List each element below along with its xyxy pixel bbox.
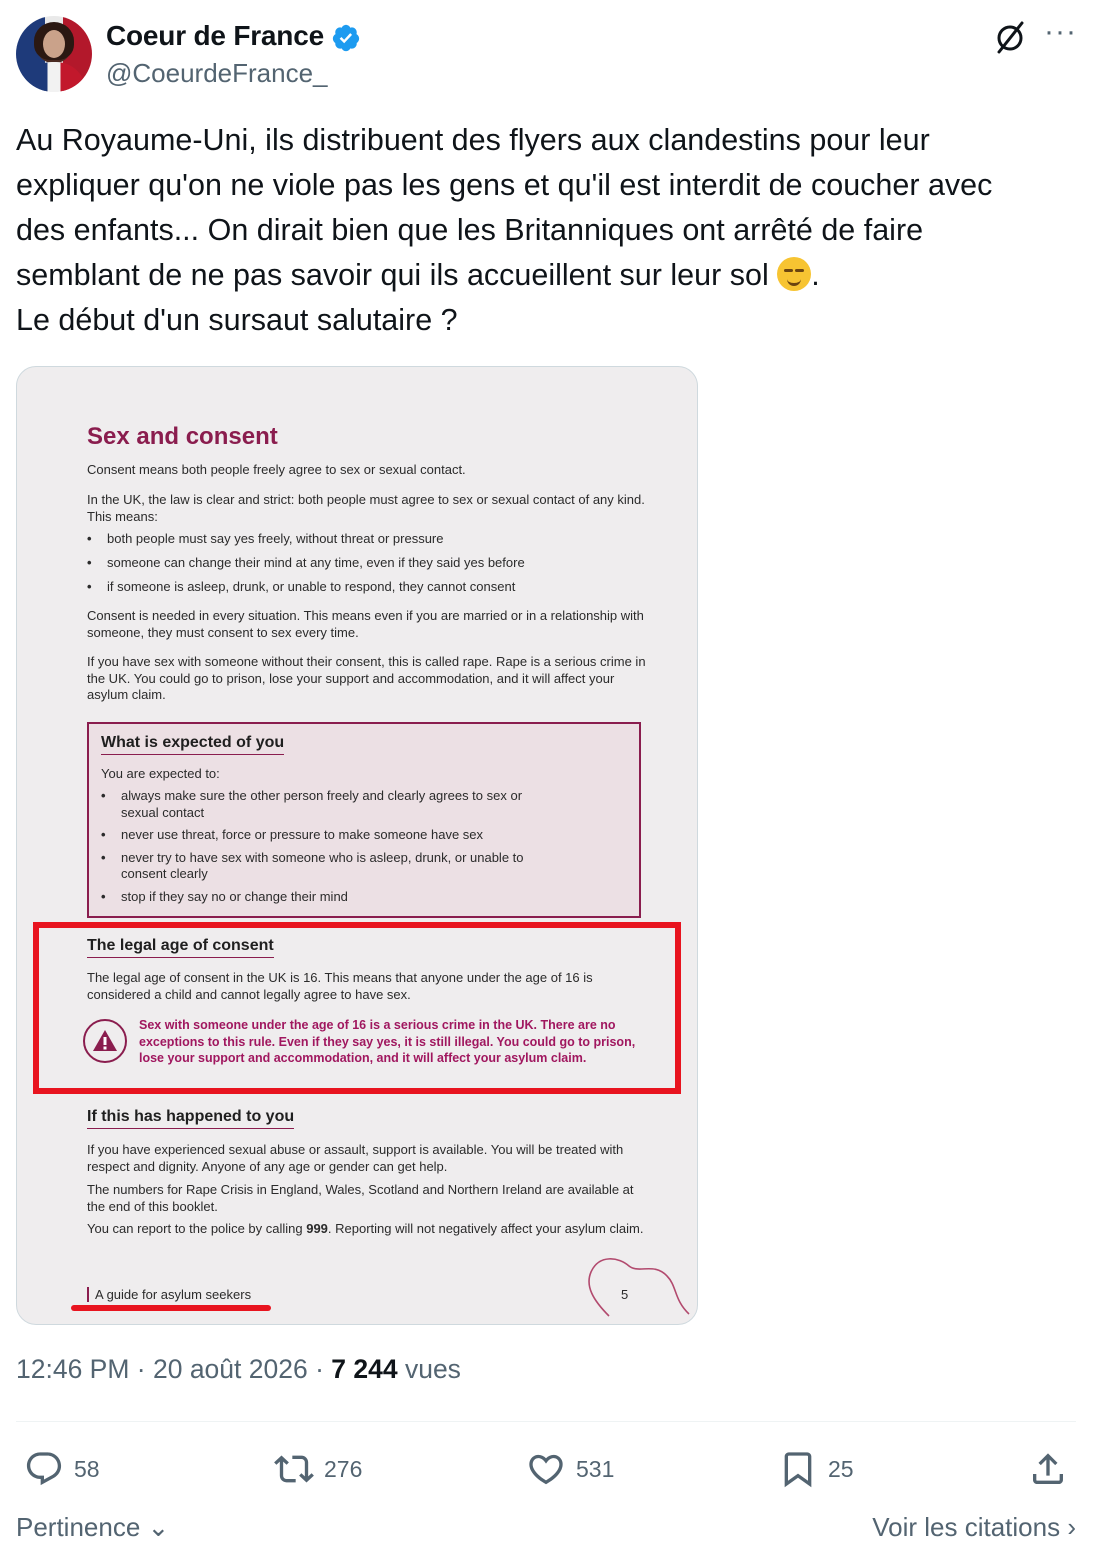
- doc-paragraph: Consent is needed in every situation. This means even if you are married or in a relationship with someone, they must consent to sex every time.: [87, 608, 644, 640]
- doc-paragraph: If you have experienced sexual abuse or assault, support is available. You will be treated with respect and dignity. Anyone of any age or gender can get help.: [87, 1142, 624, 1174]
- doc-title: Sex and consent: [87, 423, 278, 450]
- share-button[interactable]: [1028, 1444, 1078, 1494]
- bookmark-button[interactable]: [778, 1444, 854, 1494]
- like-count: 531: [576, 1455, 615, 1482]
- doc-bullet: • someone can change their mind at any time, even if they said yes before: [87, 555, 525, 570]
- reply-icon: [24, 1449, 64, 1489]
- page-number: 5: [621, 1287, 629, 1302]
- expectations-box: [87, 722, 641, 918]
- like-button[interactable]: [526, 1444, 614, 1494]
- doc-paragraph: You can report to the police by calling 999. Reporting will not negatively affect your asylum claim.: [87, 1221, 644, 1236]
- chevron-down-icon: ⌄: [140, 1512, 170, 1542]
- more-options-icon[interactable]: ···: [1044, 15, 1077, 48]
- repost-icon: [274, 1449, 314, 1489]
- author-handle[interactable]: @CoeurdeFrance_: [106, 58, 328, 88]
- avatar[interactable]: [16, 16, 92, 92]
- divider: [16, 1421, 1076, 1422]
- heart-icon: [526, 1449, 566, 1489]
- red-underline: [71, 1305, 271, 1311]
- doc-paragraph: The legal age of consent in the UK is 16. This means that anyone under the age of 16 is considered a child and cannot legally agree to have sex.: [87, 970, 593, 1002]
- repost-count: 276: [324, 1455, 363, 1482]
- grok-icon[interactable]: [993, 20, 1027, 54]
- happened-title: If this has happened to you: [87, 1108, 294, 1129]
- box-intro: You are expected to:: [101, 766, 220, 781]
- doc-paragraph: Consent means both people freely agree to sex or sexual contact.: [87, 462, 466, 477]
- action-bar: [16, 1444, 1076, 1494]
- doc-paragraph: In the UK, the law is clear and strict: both people must agree to sex or sexual contact of any kind. This means:: [87, 492, 645, 524]
- verified-badge-icon: [331, 23, 361, 53]
- smirking-face-emoji-icon: [777, 257, 811, 291]
- bookmark-count: 25: [828, 1455, 854, 1482]
- reply-count: 58: [74, 1455, 100, 1482]
- box-bullets: • always make sure the other person freely and clearly agrees to sex or sexual contact • never use threat, force or pressure to make someone have sex • never try to have sex with someone who is asleep, drunk, or unable to consent clearly • stop if they say no or change their mind: [101, 788, 524, 904]
- chevron-right-icon: ›: [1060, 1512, 1076, 1542]
- bookmark-icon: [778, 1449, 818, 1489]
- repost-button[interactable]: [274, 1444, 362, 1494]
- sort-dropdown[interactable]: Pertinence ⌄: [16, 1512, 170, 1542]
- tweet-header: [16, 16, 1086, 94]
- tweet-text: Au Royaume-Uni, ils distribuent des flyers aux clandestins pour leur expliquer qu'on ne viole pas les gens et qu'il est interdit de coucher avec des enfants... On dirait bien que les Britanniques ont arrêté de faire semblant de ne pas savoir qui ils accueillent sur leur sol . Le début d'un sursaut salutaire ?: [16, 123, 993, 337]
- reply-button[interactable]: [24, 1444, 100, 1494]
- doc-footer: A guide for asylum seekers: [87, 1287, 251, 1302]
- doc-bullet: • both people must say yes freely, without threat or pressure: [87, 531, 444, 546]
- share-icon: [1028, 1449, 1068, 1489]
- warning-text: Sex with someone under the age of 16 is a serious crime in the UK. There are no exceptions to this rule. Even if they say yes, it is still illegal. You could go to prison, lose your support and accommodation, and it will affect your asylum claim.: [139, 1018, 636, 1065]
- box-title: What is expected of you: [101, 734, 284, 755]
- warning-icon: [83, 1019, 127, 1063]
- doc-paragraph: If you have sex with someone without their consent, this is called rape. Rape is a serious crime in the UK. You could go to prison, lose your support and accommodation, and it will affect your asylum claim.: [87, 654, 646, 702]
- views-label: vues: [397, 1354, 461, 1384]
- doc-bullet: • if someone is asleep, drunk, or unable to respond, they cannot consent: [87, 579, 516, 594]
- age-title: The legal age of consent: [87, 937, 274, 958]
- reply-sort-row: [16, 1508, 1076, 1548]
- tweet-meta: [16, 1354, 461, 1385]
- views-count: 7 244: [331, 1354, 398, 1384]
- document-page: [17, 367, 697, 1324]
- doc-paragraph: The numbers for Rape Crisis in England, Wales, Scotland and Northern Ireland are available at the end of this booklet.: [87, 1182, 634, 1214]
- author-name[interactable]: Coeur de France: [106, 20, 324, 51]
- timestamp[interactable]: 12:46 PM · 20 août 2026 ·: [16, 1354, 332, 1384]
- view-quotes-link[interactable]: Voir les citations ›: [872, 1512, 1076, 1542]
- map-outline-decoration: [579, 1252, 694, 1322]
- tweet-image[interactable]: [16, 366, 698, 1325]
